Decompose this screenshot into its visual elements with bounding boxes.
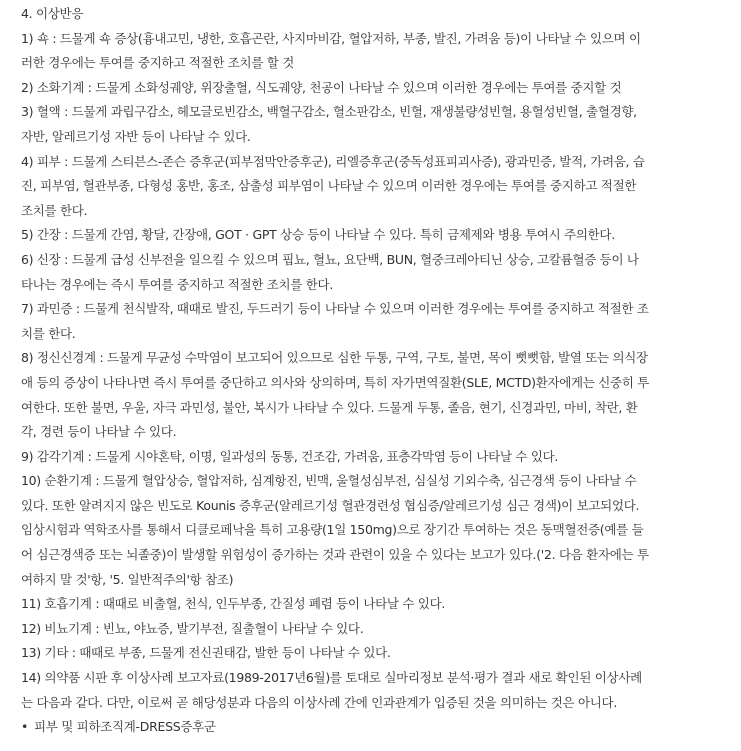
bullet-item-text: 피부 및 피하조직계-DRESS증후군 bbox=[34, 719, 216, 735]
text-line: 러한 경우에는 투여를 중지하고 적절한 조치를 할 것 bbox=[21, 55, 294, 71]
bullet-icon: • bbox=[21, 719, 29, 735]
text-line: 치를 한다. bbox=[21, 325, 76, 341]
text-line: 있다. 또한 알려지지 않은 빈도로 Kounis 증후군(알레르기성 혈관경련성 협심증/알레르기성 심근 경색)이 보고되었다. bbox=[21, 497, 640, 513]
text-line: 10) 순환기계 : 드물게 혈압상승, 혈압저하, 심계항진, 빈맥, 울혈성심부전, 심실성 기외수축, 심근경색 등이 나타날 수 bbox=[21, 473, 637, 489]
text-line: 는 다음과 같다. 다만, 이로써 곧 해당성분과 다음의 이상사례 간에 인과관계가 입증된 것을 의미하는 것은 아니다. bbox=[21, 694, 617, 710]
text-line: 4) 피부 : 드물게 스티븐스-존슨 증후군(피부점막안증후군), 리엘증후군(중독성표피괴사증), 광과민증, 발적, 가려움, 습 bbox=[21, 153, 645, 169]
text-line: 6) 신장 : 드물게 급성 신부전을 일으킬 수 있으며 핍뇨, 혈뇨, 요단백, BUN, 혈중크레아티닌 상승, 고칼륨혈증 등이 나 bbox=[21, 251, 639, 267]
text-line: 12) 비뇨기계 : 빈뇨, 야뇨증, 발기부전, 질출혈이 나타날 수 있다. bbox=[21, 620, 364, 636]
text-line: 조치를 한다. bbox=[21, 202, 88, 218]
text-line: 14) 의약품 시판 후 이상사례 보고자료(1989-2017년6월)를 토대로 실마리정보 분석·평가 결과 새로 확인된 이상사례 bbox=[21, 670, 642, 686]
text-line: 진, 피부염, 혈관부종, 다형성 홍반, 홍조, 삼출성 피부염이 나타날 수 있으며 이러한 경우에는 투여를 중지하고 적절한 bbox=[21, 178, 637, 194]
text-line: 8) 정신신경계 : 드물게 무균성 수막염이 보고되어 있으므로 심한 두통, 구역, 구토, 불면, 목이 뻣뻣함, 발열 또는 의식장 bbox=[21, 350, 648, 366]
text-line: 9) 감각기계 : 드물게 시야혼탁, 이명, 일과성의 동통, 건조감, 가려움, 표층각막염 등이 나타날 수 있다. bbox=[21, 448, 559, 464]
body-text bbox=[21, 27, 721, 716]
text-line: 타나는 경우에는 즉시 투여를 중지하고 적절한 조치를 한다. bbox=[21, 276, 333, 292]
text-line: 7) 과민증 : 드물게 천식발작, 때때로 발진, 두드러기 등이 나타날 수 있으며 이러한 경우에는 투여를 중지하고 적절한 조 bbox=[21, 301, 649, 317]
text-line: 11) 호흡기계 : 때때로 비출혈, 천식, 인두부종, 간질성 폐렴 등이 나타날 수 있다. bbox=[21, 596, 446, 612]
section-heading: 4. 이상반응 bbox=[21, 6, 84, 21]
text-line: 자반, 알레르기성 자반 등이 나타날 수 있다. bbox=[21, 128, 251, 144]
text-line: 여한다. 또한 불면, 우울, 자극 과민성, 불안, 복시가 나타날 수 있다. 드물게 두통, 졸음, 현기, 신경과민, 마비, 착란, 환 bbox=[21, 399, 638, 415]
text-line: 1) 쇽 : 드물게 쇽 증상(흉내고민, 냉한, 호흡곤란, 사지마비감, 혈압저하, 부종, 발진, 가려움 등)이 나타날 수 있으며 이 bbox=[21, 30, 641, 46]
text-line: 여하지 말 것'항, '5. 일반적주의'항 참조) bbox=[21, 571, 234, 587]
text-line: 5) 간장 : 드물게 간염, 황달, 간장애, GOT · GPT 상승 등이 나타날 수 있다. 특히 금제제와 병용 투여시 주의한다. bbox=[21, 227, 615, 243]
text-line: 어 심근경색증 또는 뇌졸중)이 발생할 위험성이 증가하는 것과 관련이 있을 수 있다는 보고가 있다.('2. 다음 환자에는 투 bbox=[21, 547, 649, 563]
text-line: 애 등의 증상이 나타나면 즉시 투여를 중단하고 의사와 상의하며, 특히 자가면역질환(SLE, MCTD)환자에게는 신중히 투 bbox=[21, 374, 650, 390]
text-line: 3) 혈액 : 드물게 과립구감소, 헤모글로빈감소, 백혈구감소, 혈소판감소, 빈혈, 재생불량성빈혈, 용혈성빈혈, 출혈경향, bbox=[21, 104, 637, 120]
text-line: 임상시험과 역학조사를 통해서 디클로페낙을 특히 고용량(1일 150mg)으로 장기간 투여하는 것은 동맥혈전증(예를 들 bbox=[21, 522, 644, 538]
text-line: 각, 경련 등이 나타날 수 있다. bbox=[21, 424, 177, 440]
adverse-reactions-document bbox=[21, 2, 721, 740]
bullet-list-item bbox=[21, 715, 721, 740]
text-line: 13) 기타 : 때때로 부종, 드물게 전신권태감, 발한 등이 나타날 수 있다. bbox=[21, 645, 391, 661]
text-line: 2) 소화기계 : 드물게 소화성궤양, 위장출혈, 식도궤양, 천공이 나타날 수 있으며 이러한 경우에는 투여를 중지할 것 bbox=[21, 79, 622, 95]
